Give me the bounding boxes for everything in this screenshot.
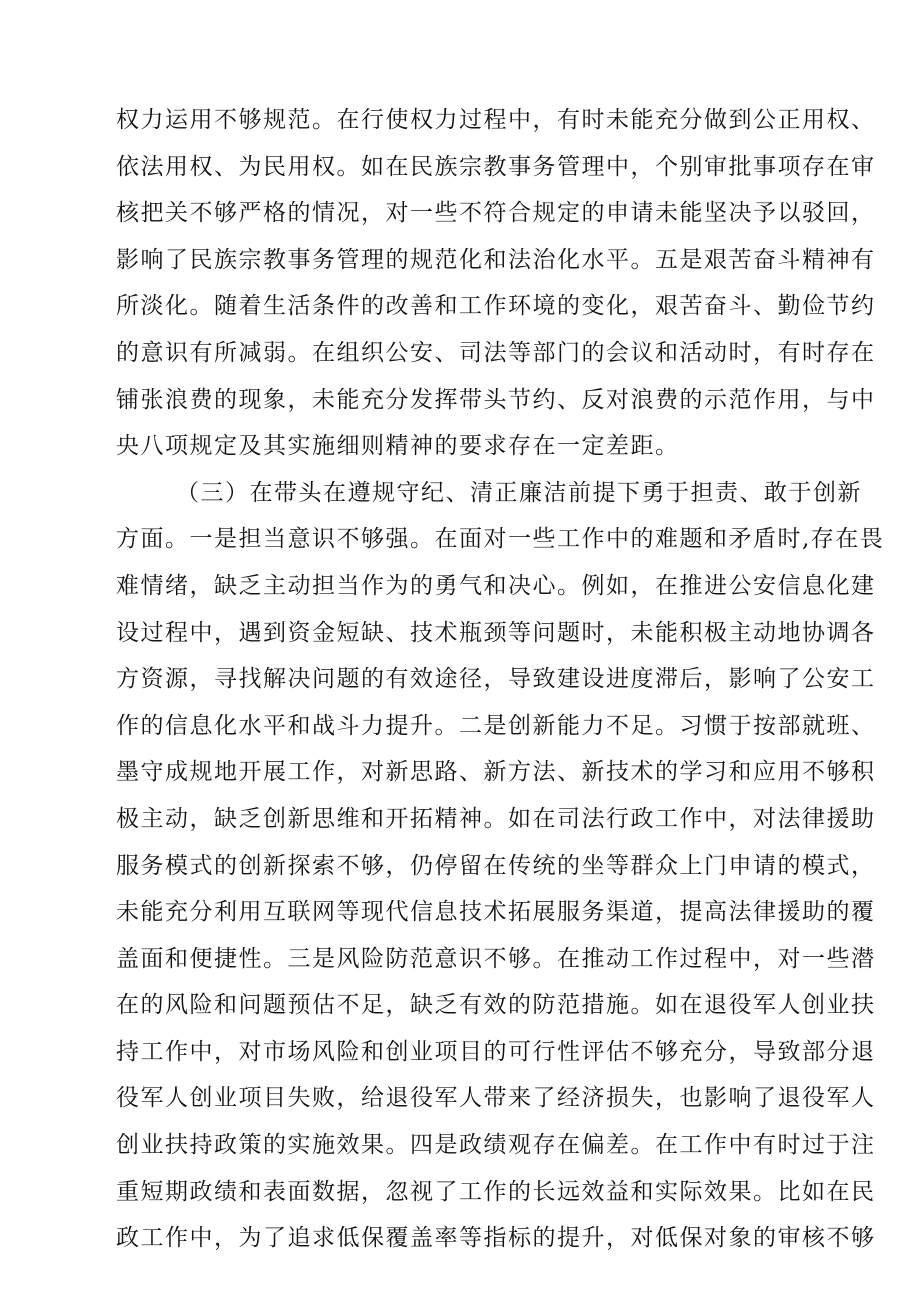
text-line: 方面。一是担当意识不够强。在面对一些工作中的难题和矛盾时,存在畏 bbox=[116, 526, 885, 553]
text-line: 的意识有所减弱。在组织公安、司法等部门的会议和活动时，有时存在 bbox=[116, 339, 876, 366]
text-line: 持工作中，对市场风险和创业项目的可行性评估不够充分，导致部分退 bbox=[116, 1038, 876, 1065]
text-line: 重短期政绩和表面数据，忽视了工作的长远效益和实际效果。比如在民 bbox=[116, 1178, 876, 1205]
text-line: 央八项规定及其实施细则精神的要求存在一定差距。 bbox=[116, 433, 680, 460]
text-line: 方资源，寻找解决问题的有效途径，导致建设进度滞后，影响了公安工 bbox=[116, 666, 876, 693]
text-line: 作的信息化水平和战斗力提升。二是创新能力不足。习惯于按部就班、 bbox=[116, 712, 876, 739]
text-line: 设过程中，遇到资金短缺、技术瓶颈等问题时，未能积极主动地协调各 bbox=[116, 619, 876, 646]
text-line: 在的风险和问题预估不足，缺乏有效的防范措施。如在退役军人创业扶 bbox=[116, 992, 876, 1019]
text-line: 权力运用不够规范。在行使权力过程中，有时未能充分做到公正用权、 bbox=[116, 107, 876, 133]
text-line: 政工作中，为了追求低保覆盖率等指标的提升，对低保对象的审核不够 bbox=[116, 1225, 876, 1252]
text-line: 未能充分利用互联网等现代信息技术拓展服务渠道，提高法律援助的覆 bbox=[116, 899, 876, 926]
text-line: 役军人创业项目失败，给退役军人带来了经济损失，也影响了退役军人 bbox=[116, 1085, 876, 1112]
text-line: 服务模式的创新探索不够，仍停留在传统的坐等群众上门申请的模式， bbox=[116, 852, 876, 879]
text-line: 影响了民族宗教事务管理的规范化和法治化水平。五是艰苦奋斗精神有 bbox=[116, 246, 876, 273]
document-body bbox=[116, 97, 885, 1262]
text-line: 极主动，缺乏创新思维和开拓精神。如在司法行政工作中，对法律援助 bbox=[116, 805, 876, 832]
text-line: 难情绪，缺乏主动担当作为的勇气和决心。例如，在推进公安信息化建 bbox=[116, 572, 876, 599]
text-line: 所淡化。随着生活条件的改善和工作环境的变化，艰苦奋斗、勤俭节约 bbox=[116, 293, 876, 320]
text-line: 依法用权、为民用权。如在民族宗教事务管理中，个别审批事项存在审 bbox=[116, 153, 876, 180]
text-line: 墨守成规地开展工作，对新思路、新方法、新技术的学习和应用不够积 bbox=[116, 759, 876, 786]
text-line: 盖面和便捷性。三是风险防范意识不够。在推动工作过程中，对一些潜 bbox=[116, 945, 876, 972]
text-line: 创业扶持政策的实施效果。四是政绩观存在偏差。在工作中有时过于注 bbox=[116, 1132, 876, 1159]
text-line: 铺张浪费的现象，未能充分发挥带头节约、反对浪费的示范作用，与中 bbox=[116, 386, 876, 413]
text-line: 核把关不够严格的情况，对一些不符合规定的申请未能坚决予以驳回， bbox=[116, 200, 876, 227]
section-heading-line: （三）在带头在遵规守纪、清正廉洁前提下勇于担责、敢于创新 bbox=[176, 479, 862, 506]
